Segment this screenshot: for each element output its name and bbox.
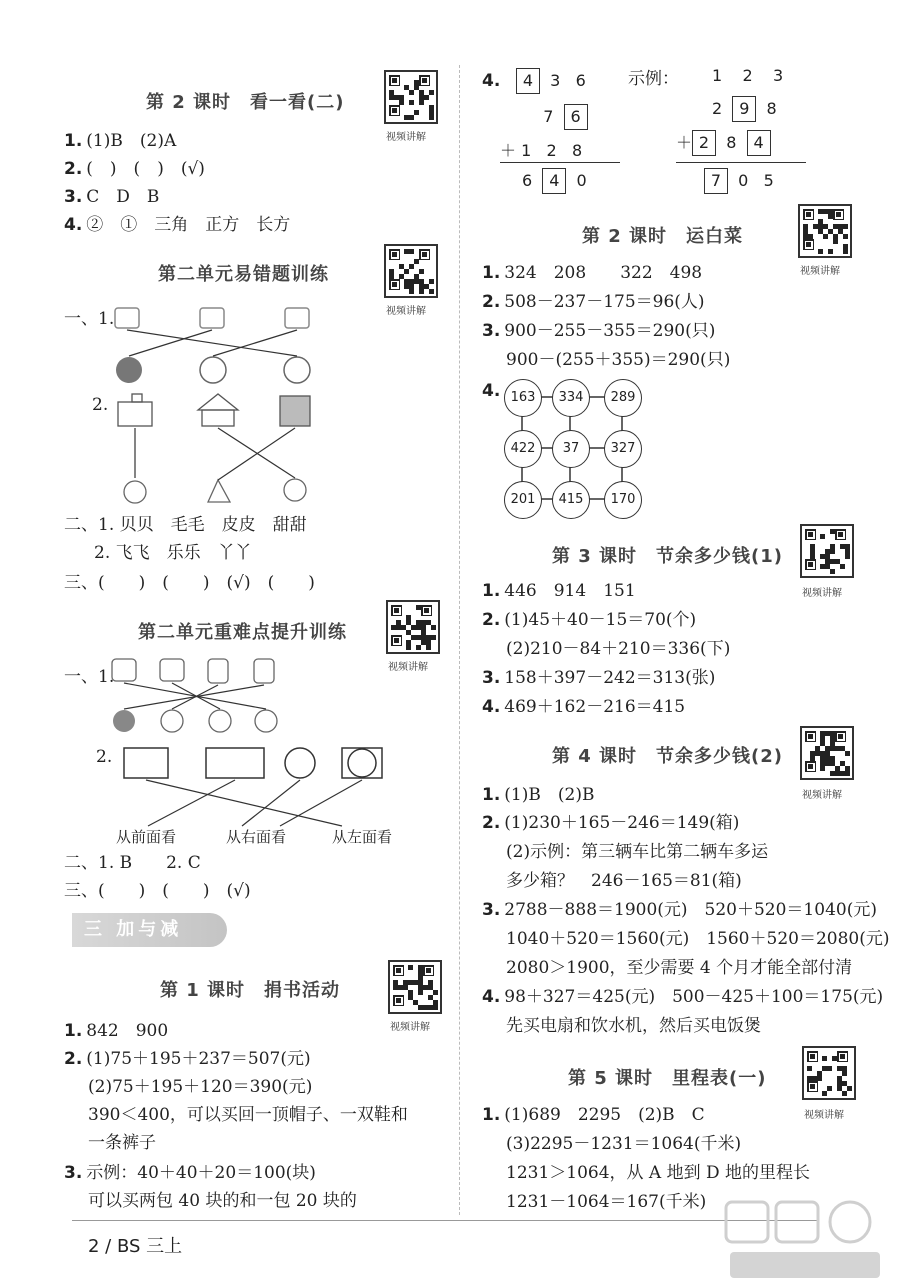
question-label: 一、1. [64, 309, 115, 329]
section-title: 第二单元易错题训练 [158, 264, 329, 285]
answer-line: 1. (1)B (2)A [64, 131, 177, 151]
answer-line: 一条裤子 [88, 1133, 156, 1153]
answer-line: 3. 2788－888＝1900(元) 520＋520＝1040(元) [482, 900, 877, 920]
qr-code-icon[interactable] [802, 1046, 856, 1100]
answer-line: 可以买两包 40 块的和一包 20 块的 [88, 1191, 357, 1211]
view-matching-diagram [118, 740, 398, 830]
matching-diagram-1 [105, 300, 335, 400]
grid-number: 415 [552, 481, 590, 519]
view-label-front: 从前面看 [116, 828, 177, 846]
answer-line: 三、( ) ( ) (√) [64, 881, 251, 901]
qr-code-icon[interactable] [386, 600, 440, 654]
column-divider [459, 65, 460, 1215]
answer-line: 2080＞1900，至少需要 4 个月才能全部付清 [506, 958, 853, 978]
answer-line: 1. (1)B (2)B [482, 785, 595, 805]
qr-label: 视频讲解 [388, 662, 428, 673]
answer-line: (3)2295－1231＝1064(千米) [506, 1134, 742, 1154]
answer-line: 1. 842 900 [64, 1021, 169, 1041]
grid-number: 327 [604, 430, 642, 468]
matching-diagram-3 [108, 655, 308, 740]
question-label: 一、1. [64, 667, 115, 687]
answer-line: 390＜400，可以买回一顶帽子、一双鞋和 [88, 1105, 408, 1125]
lesson-title: 第 1 课时 捐书活动 [160, 980, 341, 1001]
question-label: 2. [96, 747, 113, 767]
answer-line: 3. 示例：40＋40＋20＝100(块) [64, 1163, 316, 1183]
answer-line: 二、1. 贝贝 毛毛 皮皮 甜甜 [64, 515, 307, 535]
view-label-right: 从右面看 [226, 828, 287, 846]
answer-line: 1231－1064＝167(千米) [506, 1192, 707, 1212]
answer-line: 先买电扇和饮水机，然后买电饭煲 [506, 1016, 761, 1036]
question-label: 4. [482, 381, 501, 401]
answer-line: 1. 324 208 322 498 [482, 263, 703, 283]
view-label-left: 从左面看 [332, 828, 393, 846]
answer-line: 二、1. B 2. C [64, 853, 201, 873]
lesson-title: 第 5 课时 里程表(一) [568, 1068, 767, 1089]
answer-line: 三、( ) ( ) (√) ( ) [64, 573, 315, 593]
question-label: 2. [92, 395, 109, 415]
page-footer: 2 / BS 三上 [88, 1236, 183, 1257]
answer-line: 1231＞1064，从 A 地到 D 地的里程长 [506, 1163, 811, 1183]
answer-line: 4. 469＋162－216＝415 [482, 697, 686, 717]
qr-code-icon[interactable] [388, 960, 442, 1014]
answer-line: 3. 900－255－355＝290(只) [482, 321, 716, 341]
vertical-addition-2: 1 2 3 2 9 8 ＋ 2 8 4 7 0 5 [676, 62, 816, 202]
example-label: 示例： [628, 69, 679, 89]
watermark-logo [720, 1196, 890, 1284]
qr-code-icon[interactable] [384, 70, 438, 124]
qr-code-icon[interactable] [798, 204, 852, 258]
lesson-title: 第 2 课时 运白菜 [582, 226, 744, 247]
grid-number: 334 [552, 379, 590, 417]
lesson-title: 第 4 课时 节余多少钱(2) [552, 746, 784, 767]
qr-label: 视频讲解 [802, 790, 842, 801]
qr-code-icon[interactable] [800, 726, 854, 780]
qr-label: 视频讲解 [802, 588, 842, 599]
matching-diagram-2 [110, 392, 330, 512]
lesson-title: 第 2 课时 看一看(二) [146, 92, 345, 113]
qr-label: 视频讲解 [800, 266, 840, 277]
answer-line: 3. C D B [64, 187, 160, 207]
section-title: 第二单元重难点提升训练 [138, 622, 347, 643]
lesson-title: 第 3 课时 节余多少钱(1) [552, 546, 784, 567]
grid-number: 37 [552, 430, 590, 468]
answer-line: 多少箱？ 246－165＝81(箱) [506, 871, 742, 891]
qr-label: 视频讲解 [386, 306, 426, 317]
question-label: 4. [482, 71, 501, 91]
grid-number: 201 [504, 481, 542, 519]
qr-label: 视频讲解 [390, 1022, 430, 1033]
answer-line: 1. (1)689 2295 (2)B C [482, 1105, 705, 1125]
answer-line: 4. ② ① 三角 正方 长方 [64, 215, 291, 235]
qr-code-icon[interactable] [384, 244, 438, 298]
vertical-addition-1: 4 3 6 7 6 ＋ 1 2 8 6 4 0 [500, 62, 640, 202]
answer-line: 1. 446 914 151 [482, 581, 636, 601]
answer-line: 2. (1)75＋195＋237＝507(元) [64, 1049, 311, 1069]
answer-line: (2)210－84＋210＝336(下) [506, 639, 731, 659]
answer-line: 2. 飞飞 乐乐 丫丫 [94, 543, 252, 563]
grid-number: 289 [604, 379, 642, 417]
unit-banner: 三 加与减 [72, 913, 227, 947]
footer-rule [72, 1220, 817, 1221]
answer-line: 1040＋520＝1560(元) 1560＋520＝2080(元) [506, 929, 890, 949]
qr-label: 视频讲解 [386, 132, 426, 143]
grid-number: 422 [504, 430, 542, 468]
answer-line: 900－(255＋355)＝290(只) [506, 350, 731, 370]
answer-line: 2. (1)45＋40－15＝70(个) [482, 610, 697, 630]
qr-label: 视频讲解 [804, 1110, 844, 1121]
answer-line: (2)75＋195＋120＝390(元) [88, 1077, 313, 1097]
answer-line: 2. ( ) ( ) (√) [64, 159, 205, 179]
answer-line: (2)示例：第三辆车比第二辆车多运 [506, 842, 769, 862]
qr-code-icon[interactable] [800, 524, 854, 578]
grid-number: 163 [504, 379, 542, 417]
grid-number: 170 [604, 481, 642, 519]
answer-line: 3. 158＋397－242＝313(张) [482, 668, 716, 688]
answer-line: 4. 98＋327＝425(元) 500－425＋100＝175(元) [482, 987, 884, 1007]
answer-line: 2. 508－237－175＝96(人) [482, 292, 705, 312]
answer-line: 2. (1)230＋165－246＝149(箱) [482, 813, 740, 833]
